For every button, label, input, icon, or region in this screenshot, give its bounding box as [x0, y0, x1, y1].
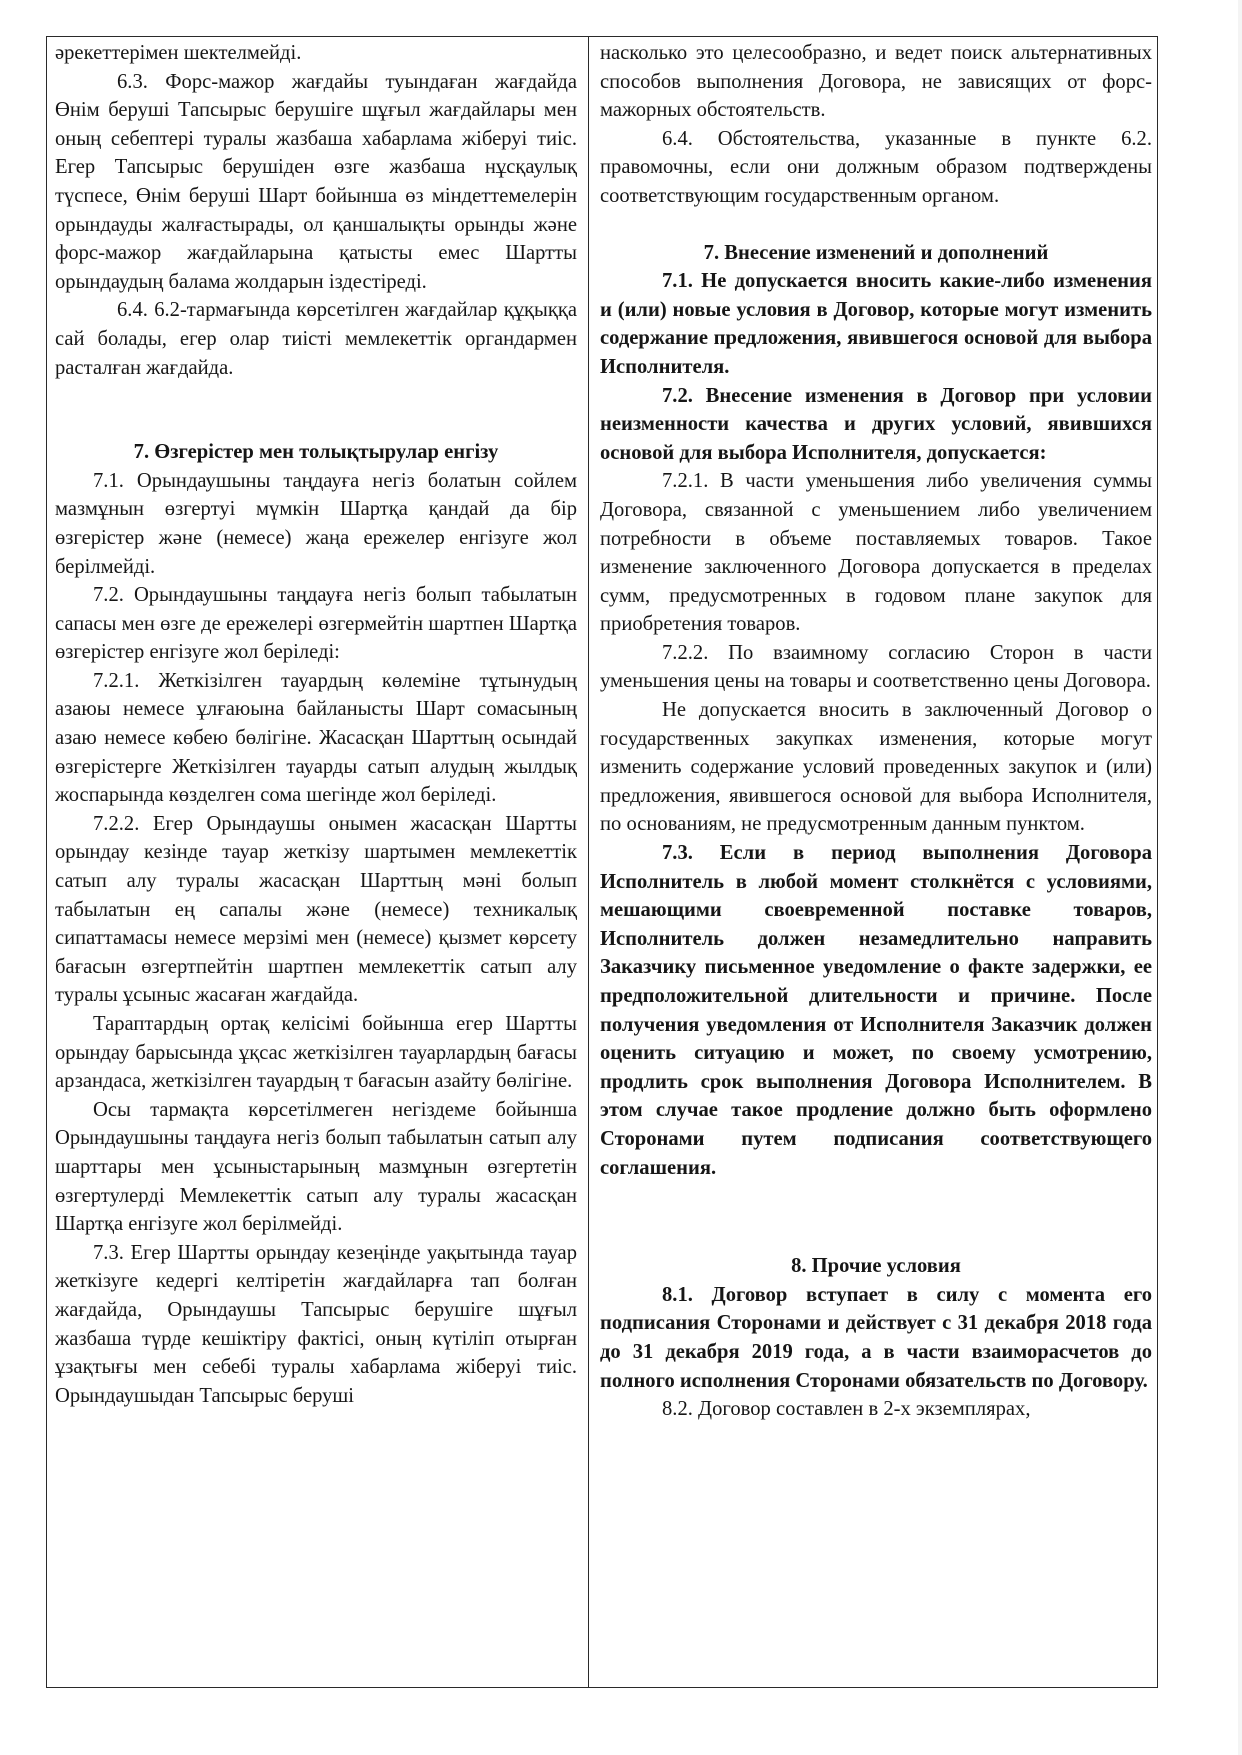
bold-paragraph: 8.1. Договор вступает в силу с момента его подписания Сторонами и действует с 31 декабря 2018 года до 31 декабря 2019 года, а в части взаиморасчетов до полного исполнения Сторонами обязательств по Договору.: [600, 1283, 1152, 1392]
paragraph: Не допускается вносить в заключенный Договор о государственных закупках изменения, которые могут изменить содержание условий проведенных закупок и (или) предложения, явившегося основой для выбора Исполнителя, по основаниям, не предусмотренным данным пунктом.: [600, 699, 1152, 836]
paragraph: 6.4. Обстоятельства, указанные в пункте 6.2. правомочны, если они должным образом подтверждены соответствующим государственным органом.: [600, 127, 1152, 207]
paragraph: 7.2. Орындаушыны таңдауға негіз болып табылатын сапасы мен өзге де ережелері өзгермейтін шартпен Шартқа өзгерістер енгізуге жол беріледі:: [55, 584, 577, 664]
paragraph: 7.3. Егер Шартты орындау кезеңінде уақытында тауар жеткізуге кедергі келтіретін жағдайларға тап болған жағдайда, Орындаушы Тапсырыс берушіге шұғыл жазбаша түрде кешіктіру фактісі, оның күтіліп отырған ұзақтығы мен себебі туралы хабарлама жіберуі тиіс. Орындаушыдан Тапсырыс беруші: [55, 1241, 577, 1407]
section-heading: 7. Өзгерістер мен толықтырулар енгізу: [133, 441, 499, 464]
bold-paragraph: 7.1. Не допускается вносить какие-либо изменения и (или) новые условия в Договор, которые могут изменить содержание предложения, явившегося основой для выбора Исполнителя.: [600, 270, 1152, 378]
paragraph: 6.3. Форс-мажор жағдайы туындаған жағдайда Өнім беруші Тапсырыс берушіге шұғыл жағдайлары мен оның себептері туралы жазбаша хабарлама жіберуі тиіс. Егер Тапсырыс берушіден өзге жазбаша нұсқаулық түспесе, Өнім беруші Шарт бойынша өз міндеттемелерін орындауды жалғастырады, ол қаншалықты орынды және форс-мажор жағдайларына қатысты емес Шартты орындаудың балама жолдарын іздестіреді.: [55, 70, 577, 293]
two-column-table: [46, 36, 1158, 1688]
kazakh-text-column: [55, 39, 577, 1410]
paragraph: 7.2.1. Жеткізілген тауардың көлеміне тұтынудың азаюы немесе ұлғаюына байланысты Шарт сомасының азаю немесе көбею бөлігіне. Жасасқан Шарттың осындай өзгерістерге Жеткізілген тауарды сатып алудың жылдық жоспарында көзделген сома шегінде жол беріледі.: [55, 669, 577, 807]
paragraph: 8.2. Договор составлен в 2-х экземплярах,: [662, 1398, 1031, 1421]
paragraph: Осы тармақта көрсетілмеген негіздеме бойынша Орындаушыны таңдауға негіз болып табылатын сатып алу шарттары мен ұсыныстарының мазмұнын өзгертетін өзгертулерді Мемлекеттік сатып алу туралы жасасқан Шартқа енгізуге жол берілмейді.: [55, 1098, 577, 1236]
section-heading: 7. Внесение изменений и дополнений: [703, 241, 1049, 264]
paragraph: 7.2.2. По взаимному согласию Сторон в части уменьшения цены на товары и соответственно цены Договора.: [600, 641, 1152, 693]
column-divider: [588, 37, 589, 1687]
bold-paragraph: 7.2. Внесение изменения в Договор при условии неизменности качества и других условий, явившихся основой для выбора Исполнителя, допускается:: [600, 384, 1152, 464]
bold-paragraph: 7.3. Если в период выполнения Договора Исполнитель в любой момент столкнётся с условиями, мешающими своевременной поставке товаров, Исполнитель должен незамедлительно направить Заказчику письменное уведомление о факте задержки, ее предположительной длительности и причине. После получения уведомления от Исполнителя Заказчик должен оценить ситуацию и может, по своему усмотрению, продлить срок выполнения Договора Исполнителем. В этом случае такое продление должно быть оформлено Сторонами путем подписания соответствующего соглашения.: [600, 842, 1152, 1179]
paragraph: әрекеттерімен шектелмейді.: [55, 42, 302, 64]
paragraph: 7.1. Орындаушыны таңдауға негіз болатын сойлем мазмұнын өзгертуі мүмкін Шартқа қандай да бір өзгерістер және (немесе) жаңа ережелер енгізуге жол берілмейді.: [55, 469, 577, 578]
paragraph-spacer: [600, 1182, 1152, 1252]
paragraph: Тараптардың ортақ келісімі бойынша егер Шартты орындау барысында ұқсас жеткізілген тауарлардың бағасы арзандаса, жеткізілген тауардың т бағасын азайту бөлігіне.: [55, 1013, 577, 1093]
paragraph: 6.4. 6.2-тармағында көрсетілген жағдайлар құқыққа сай болады, егер олар тиісті мемлекеттік органдармен расталған жағдайда.: [55, 299, 577, 379]
paragraph: 7.2.1. В части уменьшения либо увеличения суммы Договора, связанной с уменьшением либо увеличением потребности в объеме поставляемых товаров. Такое изменение заключенного Договора допускается в пределах сумм, предусмотренных в годовом плане закупок для приобретения товаров.: [600, 470, 1152, 636]
russian-text-column: [600, 39, 1152, 1424]
scan-edge: [1238, 0, 1242, 1755]
paragraph: 7.2.2. Егер Орындаушы онымен жасасқан Шартты орындау кезінде тауар жеткізу шартымен мемлекеттік сатып алу туралы жасасқан Шарттың мәні болып табылатын ең сапалы және (немесе) техникалық сипаттамасы немесе мерзімі мен (немесе) қызмет көрсету бағасын өзгертпейтін шартпен мемлекеттік сатып алу туралы ұсыныс жасаған жағдайда.: [55, 812, 577, 1007]
paragraph-spacer: [55, 382, 577, 438]
section-heading: 8. Прочие условия: [791, 1255, 961, 1278]
paragraph-spacer: [600, 211, 1152, 239]
paragraph: насколько это целесообразно, и ведет поиск альтернативных способов выполнения Договора, не зависящих от форс-мажорных обстоятельств.: [600, 42, 1152, 122]
